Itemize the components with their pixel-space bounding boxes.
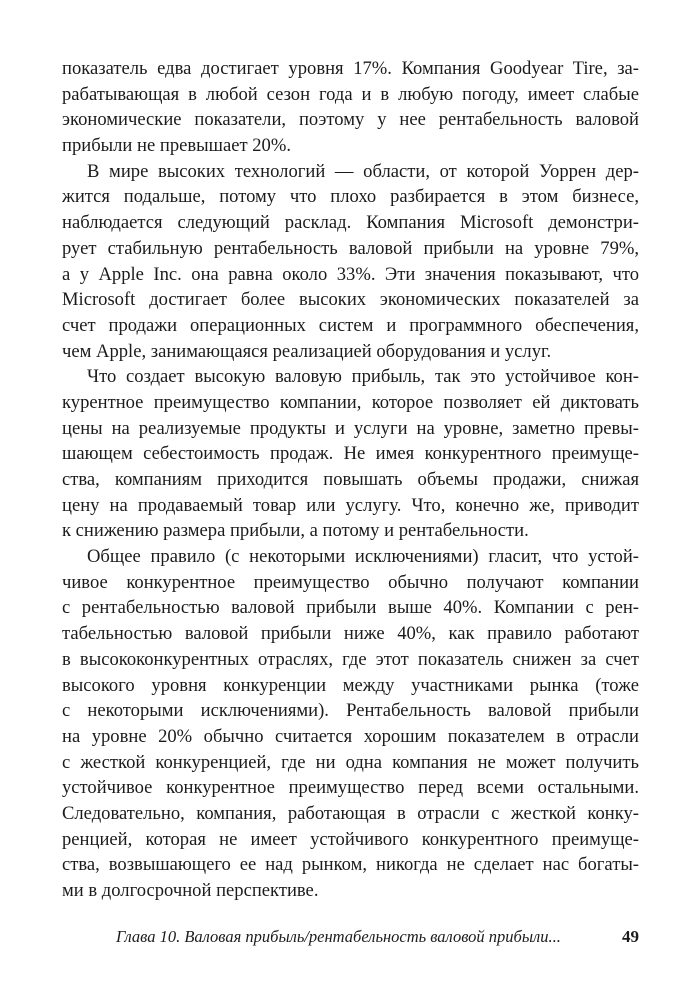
text-line: прибыли не превышает 20%.: [62, 135, 291, 157]
text-line: а у Apple Inc. она равна около 33%. Эти значения показывают, что: [62, 263, 639, 285]
text-line: жится подальше, потому что плохо разбирается в этом бизнесе,: [62, 186, 639, 208]
text-line: ства, компаниям приходится повышать объемы продажи, снижая: [62, 469, 639, 490]
text-line: высокого уровня конкуренции между участниками рынка (тоже: [62, 674, 639, 696]
text-line: ренцией, которая не имеет устойчивого конкурентного преимуще-: [62, 828, 639, 850]
paragraph: [62, 544, 639, 904]
text-line: чивое конкурентное преимущество обычно получают компании: [62, 571, 639, 593]
text-line: к снижению размера прибыли, а потому и рентабельности.: [62, 520, 529, 542]
text-line: цены на реализуемые продукты и услуги на уровне, заметно превы-: [62, 417, 639, 439]
text-line: Следовательно, компания, работающая в отрасли с жесткой конку-: [62, 802, 639, 824]
text-line: ми в долгосрочной перспективе.: [62, 880, 319, 901]
text-line: Microsoft достигает более высоких экономических показателей за: [62, 289, 639, 311]
text-line: рабатывающая в любой сезон года и в любую погоду, имеет слабые: [62, 83, 639, 105]
text-line: с жесткой конкуренцией, где ни одна компания не может получить: [62, 751, 639, 773]
text-line: В мире высоких технологий — области, от которой Уоррен дер-: [87, 160, 639, 182]
text-line: счет продажи операционных систем и программного обеспечения,: [62, 314, 639, 336]
text-line: курентное преимущество компании, которое позволяет ей диктовать: [62, 391, 639, 413]
running-head: Глава 10. Валовая прибыль/рентабельность валовой прибыли...: [116, 927, 561, 946]
text-line: шающем себестоимость продаж. Не имея конкурентного преимуще-: [62, 443, 639, 465]
paragraph: [62, 364, 639, 544]
text-line: табельностью валовой прибыли ниже 40%, как правило работают: [62, 623, 639, 645]
text-line: Что создает высокую валовую прибыль, так это устойчивое кон-: [87, 366, 639, 388]
text-line: Общее правило (с некоторыми исключениями) гласит, что устой-: [87, 546, 639, 568]
text-line: с рентабельностью валовой прибыли выше 40%. Компании с рен-: [62, 597, 639, 619]
text-line: с некоторыми исключениями). Рентабельность валовой прибыли: [62, 700, 639, 722]
text-line: наблюдается следующий расклад. Компания Microsoft демонстри-: [62, 212, 639, 234]
text-line: цену на продаваемый товар или услугу. Что, конечно же, приводит: [62, 494, 639, 516]
text-line: устойчивое конкурентное преимущество перед всеми остальными.: [62, 777, 639, 799]
page-footer: [96, 925, 639, 949]
text-line: показатель едва достигает уровня 17%. Компания Goodyear Tire, за-: [62, 58, 639, 79]
text-line: на уровне 20% обычно считается хорошим показателем в отрасли: [62, 725, 639, 747]
text-line: экономические показатели, поэтому у нее рентабельность валовой: [62, 109, 639, 131]
text-line: ства, возвышающего ее над рынком, никогда не сделает нас богаты-: [62, 854, 639, 876]
text-line: рует стабильную рентабельность валовой прибыли на уровне 79%,: [62, 237, 639, 259]
page-number: 49: [622, 927, 639, 946]
body-text: [62, 56, 639, 904]
paragraph: [62, 56, 639, 159]
text-line: в высококонкурентных отраслях, где этот показатель снижен за счет: [62, 648, 639, 670]
text-line: чем Apple, занимающаяся реализацией оборудования и услуг.: [62, 340, 552, 362]
paragraph: [62, 159, 639, 365]
